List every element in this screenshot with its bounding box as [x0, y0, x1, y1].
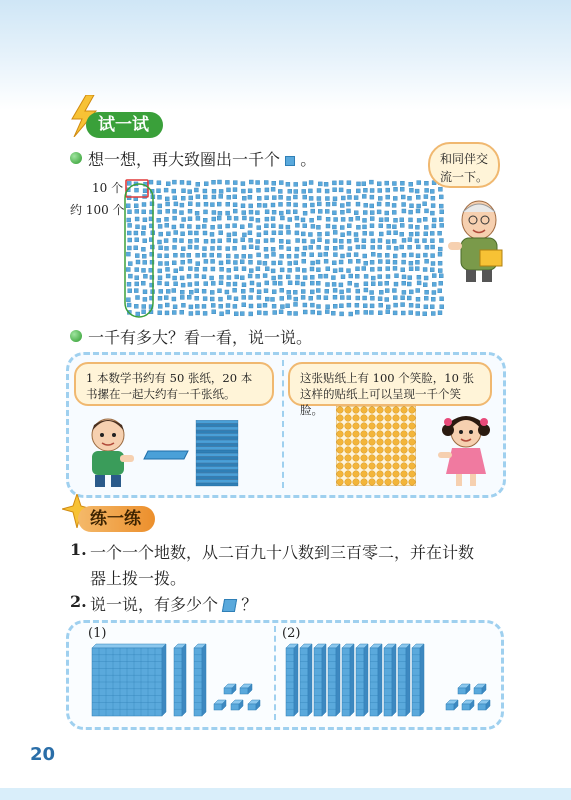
book-stack-icon — [194, 420, 242, 488]
teacher-speech-text: 和同伴交流一下。 — [440, 152, 489, 184]
left-speech-bubble — [74, 362, 274, 406]
item-2-text: 说一说，有多少个 — [90, 595, 219, 614]
small-square-icon — [285, 156, 295, 166]
item-1-text-line2: 器上拨一拨。 — [90, 569, 187, 588]
base-ten-blocks-set-1 — [88, 642, 268, 720]
label-hundred: 约 100 个 — [70, 203, 125, 217]
single-book-icon — [142, 449, 190, 461]
right-speech-bubble — [288, 362, 492, 417]
label-ten: 10 个 — [92, 181, 124, 195]
question-estimate-thousand — [88, 147, 316, 170]
base-ten-blocks-set-2 — [282, 642, 494, 720]
cube-icon — [222, 599, 237, 612]
boy-illustration — [80, 415, 136, 489]
section-header-try: 试一试 — [86, 112, 163, 138]
label-part-2: (2) — [282, 626, 301, 641]
right-speech-text: 这张贴纸上有 100 个笑脸，10 张这样的贴纸上可以呈现一千个笑脸。 — [300, 371, 475, 417]
item-2-punct: ？ — [241, 595, 258, 614]
page-number: 20 — [30, 744, 56, 765]
thousand-squares-field — [124, 178, 454, 323]
smiley-sticker-sheet — [336, 406, 416, 486]
panel-divider — [282, 360, 284, 488]
bullet-icon — [70, 330, 82, 342]
item-2-question — [90, 592, 257, 615]
practice-divider — [274, 626, 276, 720]
label-part-1: (1) — [88, 626, 107, 641]
bottom-band — [0, 788, 571, 800]
item-1-text-line1: 一个一个地数，从二百九十八数到三百零二，并在计数 — [90, 543, 475, 562]
teacher-speech-bubble — [428, 142, 500, 188]
question-text: 想一想，再大致圈出一千个 — [88, 150, 281, 169]
question-how-big: 一千有多大？看一看，说一说。 — [88, 328, 313, 347]
item-2-number: 2. — [70, 592, 87, 611]
girl-illustration — [436, 412, 496, 488]
item-1-number: 1. — [70, 540, 87, 559]
question-punct: 。 — [300, 150, 317, 169]
teacher-illustration — [446, 198, 508, 284]
bullet-icon — [70, 152, 82, 164]
left-speech-text: 1 本数学书约有 50 张纸，20 本书摞在一起大约有一千张纸。 — [86, 371, 253, 401]
section-header-practice: 练一练 — [78, 506, 155, 532]
